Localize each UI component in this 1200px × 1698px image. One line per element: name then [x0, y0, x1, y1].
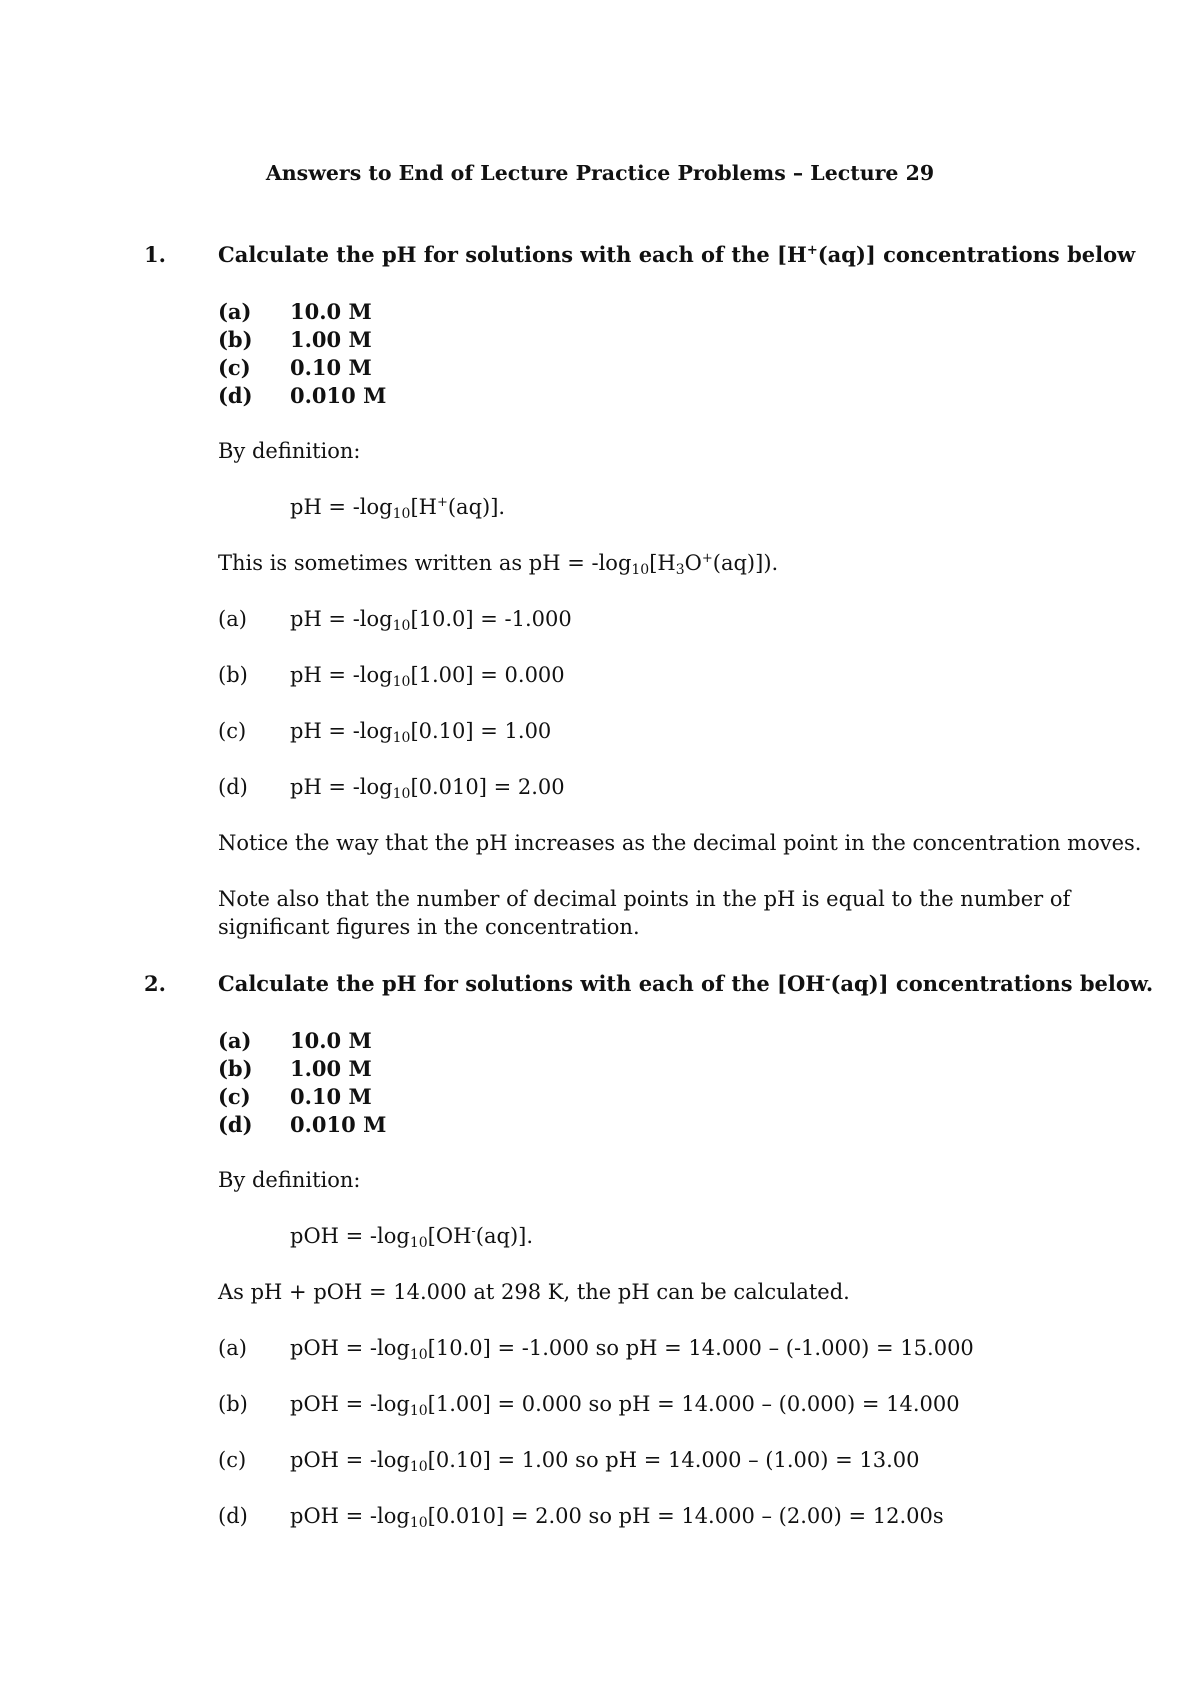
q2-relation-text: As pH + pOH = 14.000 at 298 K, the pH can be calculated.: [218, 1280, 850, 1304]
q1-item-value: 1.00 M: [290, 327, 372, 352]
q2-answer: pOH = $-\log_{10}[0.10] = 1.00$ so pH = 14.000 – (1.00) = 13.00: [290, 1448, 920, 1475]
q2-answer: pOH = $-\log_{10}[0.010] = 2.00$ so pH = 14.000 – (2.00) = 12.00s: [290, 1504, 944, 1531]
question-1-text: Calculate the pH for solutions with each of the [H+(aq)] concentrations below: [218, 242, 1136, 267]
q1-answer-label: (b): [218, 663, 248, 687]
q1-note-line-1: Note also that the number of decimal points in the pH is equal to the number of: [218, 887, 1071, 911]
question-2-number: 2.: [144, 971, 166, 996]
q1-notice-text: Notice the way that the pH increases as the decimal point in the concentration moves.: [218, 831, 1142, 855]
q1-answer: pH = $-\log_{10}[0.10] = 1.00$: [290, 719, 552, 746]
q2-item-label: (a): [218, 1028, 252, 1053]
q1-item-label: (d): [218, 383, 253, 408]
q1-ph-definition: pH = $-\log_{10}[H^+(aq)]$.: [290, 495, 506, 522]
page-title: Answers to End of Lecture Practice Problems – Lecture 29: [265, 161, 935, 185]
q1-by-definition: By definition:: [218, 439, 361, 463]
q2-answer: pOH = $-\log_{10}[10.0] = -1.000$ so pH = 14.000 – (-1.000) = 15.000: [290, 1336, 974, 1363]
q1-alternative-definition: This is sometimes written as pH = $-\log_{10}[H_3O^+(aq)]$).: [218, 551, 779, 578]
q2-answer: pOH = $-\log_{10}[1.00] = 0.000$ so pH = 14.000 – (0.000) = 14.000: [290, 1392, 960, 1419]
q2-item-value: 1.00 M: [290, 1056, 372, 1081]
q1-answer-label: (a): [218, 607, 247, 631]
q2-by-definition: By definition:: [218, 1168, 361, 1192]
q1-item-label: (b): [218, 327, 253, 352]
q2-item-label: (b): [218, 1056, 253, 1081]
q1-item-label: (c): [218, 355, 251, 380]
question-1-number: 1.: [144, 242, 166, 267]
q1-answer: pH = $-\log_{10}[1.00] = 0.000$: [290, 663, 565, 690]
q1-answer-label: (c): [218, 719, 247, 743]
q1-answer: pH = $-\log_{10}[0.010] = 2.00$: [290, 775, 565, 802]
q2-poh-definition: pOH = $-\log_{10}[OH^-(aq)]$.: [290, 1224, 534, 1251]
question-2-text: Calculate the pH for solutions with each of the [OH-(aq)] concentrations below.: [218, 971, 1154, 996]
q2-answer-label: (b): [218, 1392, 248, 1416]
q2-item-label: (c): [218, 1084, 251, 1109]
q2-answer-label: (c): [218, 1448, 247, 1472]
q2-item-label: (d): [218, 1112, 253, 1137]
q1-answer-label: (d): [218, 775, 248, 799]
q2-item-value: 0.010 M: [290, 1112, 387, 1137]
q1-note-line-2: significant figures in the concentration.: [218, 915, 640, 939]
q2-item-value: 10.0 M: [290, 1028, 372, 1053]
q1-item-value: 0.10 M: [290, 355, 372, 380]
q2-item-value: 0.10 M: [290, 1084, 372, 1109]
q1-item-value: 10.0 M: [290, 299, 372, 324]
q2-answer-label: (d): [218, 1504, 248, 1528]
q1-item-label: (a): [218, 299, 252, 324]
q1-answer: pH = $-\log_{10}[10.0] = -1.000$: [290, 607, 572, 634]
q2-answer-label: (a): [218, 1336, 247, 1360]
q1-item-value: 0.010 M: [290, 383, 387, 408]
